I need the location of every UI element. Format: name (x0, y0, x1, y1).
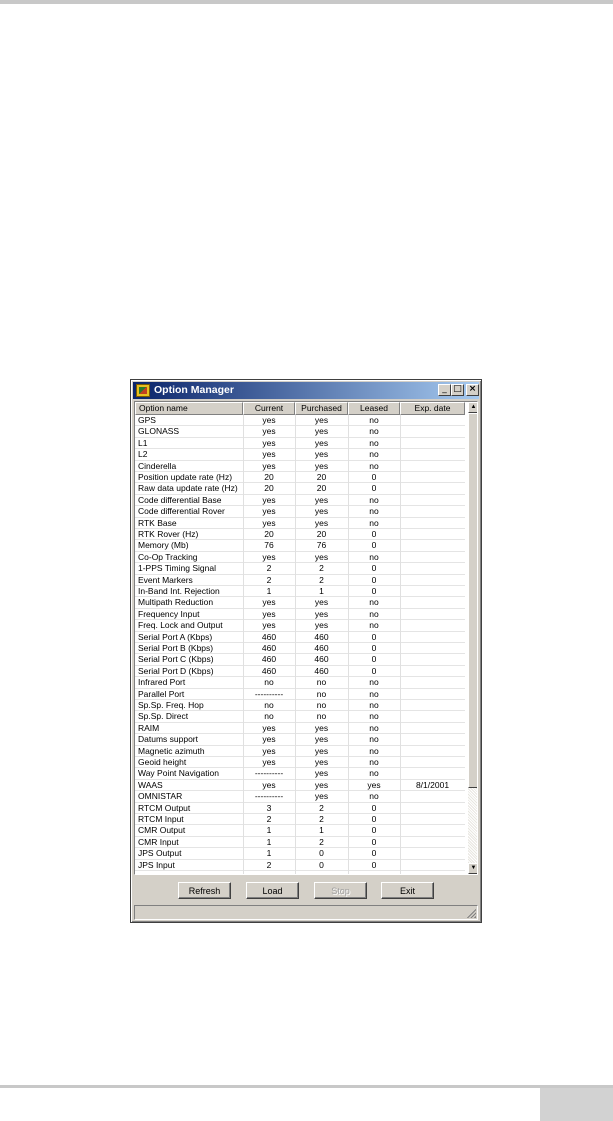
cell-option-name: Serial Port D (Kbps) (138, 665, 214, 676)
cell-current: ---------- (254, 768, 284, 779)
cell-option-name: Infrared Port (138, 677, 186, 688)
table-row[interactable] (135, 746, 465, 757)
table-row[interactable] (135, 837, 465, 848)
exit-button[interactable]: Exit (381, 882, 434, 899)
cell-current: no (264, 711, 274, 722)
cell-current: yes (262, 757, 276, 767)
table-row[interactable] (135, 666, 465, 677)
cell-purchased: yes (314, 426, 329, 437)
cell-option-name: RTCM Input (138, 814, 184, 824)
cell-purchased: yes (314, 620, 329, 631)
cell-exp-date (400, 620, 465, 631)
cell-option-name: Event Markers (138, 574, 193, 585)
cell-exp-date (400, 746, 465, 757)
cell-purchased: yes (314, 779, 329, 790)
cell-purchased: yes (314, 460, 329, 471)
cell-current: no (264, 677, 274, 688)
cell-purchased: 2 (319, 574, 324, 585)
cell-purchased: 460 (314, 665, 329, 676)
cell-leased: no (369, 745, 379, 756)
cell-purchased: no (316, 700, 327, 710)
cell-option-name: Position update rate (Hz) (138, 472, 233, 482)
column-header-leased[interactable]: Leased (348, 402, 400, 415)
table-row[interactable] (135, 426, 465, 437)
cell-purchased: no (316, 677, 327, 688)
cell-option-name: GLONASS (138, 426, 180, 437)
maximize-button[interactable]: □ (451, 384, 464, 396)
table-row[interactable] (135, 677, 465, 688)
table-row[interactable] (135, 586, 465, 597)
cell-purchased: yes (314, 494, 329, 505)
cell-current: ---------- (254, 791, 284, 802)
table-row[interactable] (135, 438, 465, 449)
cell-current: yes (262, 620, 276, 631)
vertical-scrollbar[interactable] (468, 402, 478, 874)
title-bar[interactable] (133, 382, 479, 399)
cell-option-name: JPS Input (138, 859, 175, 870)
column-separator (295, 415, 296, 875)
load-button[interactable]: Load (246, 882, 299, 899)
cell-exp-date (400, 415, 465, 426)
cell-purchased: yes (314, 757, 329, 767)
cell-leased: 0 (371, 654, 377, 665)
cell-exp-date (400, 848, 465, 859)
table-row[interactable] (135, 791, 465, 802)
cell-current: 1 (266, 825, 272, 836)
cell-current: 3 (266, 802, 272, 813)
table-row[interactable] (135, 461, 465, 472)
table-row[interactable] (135, 814, 465, 825)
cell-current: yes (262, 551, 276, 562)
cell-exp-date (400, 837, 465, 848)
cell-exp-date (400, 472, 465, 483)
table-row[interactable] (135, 654, 465, 665)
cell-leased: 0 (371, 848, 377, 859)
cell-current: yes (262, 437, 276, 448)
cell-option-name: CMR Input (138, 836, 179, 847)
cell-exp-date (400, 791, 465, 802)
cell-option-name: RTK Rover (Hz) (138, 529, 199, 539)
cell-purchased: yes (314, 745, 329, 756)
cell-current: 2 (266, 563, 272, 574)
cell-exp-date (400, 575, 465, 586)
cell-current: 76 (264, 540, 274, 551)
cell-option-name: WAAS (138, 779, 163, 790)
table-row[interactable] (135, 415, 465, 426)
cell-exp-date (400, 495, 465, 506)
cell-option-name: L1 (138, 437, 148, 448)
cell-purchased: 2 (319, 814, 324, 824)
cell-purchased: 2 (319, 802, 324, 813)
cell-current: yes (262, 779, 276, 790)
cell-leased: no (369, 460, 379, 471)
cell-exp-date (400, 711, 465, 722)
cell-exp-date (400, 426, 465, 437)
table-row[interactable] (135, 575, 465, 586)
cell-current: yes (262, 722, 276, 733)
close-button[interactable]: × (466, 384, 479, 396)
cell-purchased: 0 (319, 859, 324, 870)
table-row[interactable] (135, 860, 465, 871)
cell-option-name: 1-PPS Timing Signal (138, 563, 216, 574)
cell-purchased: 0 (319, 848, 324, 859)
cell-option-name: Sp.Sp. Direct (138, 711, 189, 722)
cell-purchased: 1 (319, 586, 324, 596)
cell-option-name: Serial Port C (Kbps) (138, 654, 214, 665)
cell-option-name: L2 (138, 449, 148, 460)
table-row[interactable] (135, 609, 465, 620)
column-separator (348, 415, 349, 875)
stop-button[interactable]: Stop (314, 882, 367, 899)
cell-current: yes (262, 597, 276, 608)
table-row[interactable] (135, 449, 465, 460)
cell-leased: 0 (371, 859, 377, 870)
table-row[interactable] (135, 643, 465, 654)
table-row[interactable] (135, 506, 465, 517)
cell-exp-date (400, 768, 465, 779)
cell-exp-date (400, 677, 465, 688)
app-icon (136, 384, 150, 397)
scroll-up-icon[interactable]: ▲ (468, 402, 478, 413)
cell-exp-date (400, 632, 465, 643)
status-bar (134, 905, 478, 920)
cell-purchased: yes (314, 768, 329, 779)
cell-leased: 0 (371, 472, 377, 482)
cell-leased: 0 (371, 574, 377, 585)
cell-current: 20 (264, 529, 274, 539)
cell-current: yes (262, 449, 276, 460)
cell-leased: no (369, 506, 379, 517)
cell-purchased: 20 (316, 483, 327, 494)
cell-leased: no (369, 700, 379, 710)
cell-current: yes (262, 745, 276, 756)
cell-leased: no (369, 449, 379, 460)
scroll-down-icon[interactable]: ▼ (468, 863, 478, 874)
resize-grip-icon[interactable] (466, 908, 476, 918)
cell-option-name: JPS Output (138, 848, 182, 859)
cell-current: 20 (264, 483, 274, 494)
cell-exp-date (400, 734, 465, 745)
cell-leased: no (369, 494, 379, 505)
table-row[interactable] (135, 597, 465, 608)
cell-leased: no (369, 711, 379, 722)
cell-leased: 0 (371, 563, 377, 574)
cell-leased: 0 (371, 540, 377, 551)
cell-exp-date (400, 483, 465, 494)
cell-leased: no (369, 608, 379, 619)
cell-exp-date (400, 597, 465, 608)
cell-purchased: 460 (314, 631, 329, 642)
cell-exp-date (400, 461, 465, 472)
cell-option-name: Freq. Lock and Output (138, 620, 223, 631)
cell-purchased: yes (314, 791, 329, 802)
column-separator (243, 415, 244, 875)
cell-leased: 0 (371, 836, 377, 847)
cell-exp-date (400, 552, 465, 563)
table-row[interactable] (135, 689, 465, 700)
cell-leased: 0 (371, 814, 377, 824)
cell-option-name: Co-Op Tracking (138, 551, 198, 562)
cell-current: 1 (266, 848, 272, 859)
cell-purchased: 76 (316, 540, 327, 551)
cell-purchased: 20 (316, 529, 327, 539)
page-number-tab (540, 1088, 613, 1121)
column-header-current[interactable]: Current (243, 402, 295, 415)
cell-current: yes (262, 494, 276, 505)
cell-option-name: Datums support (138, 734, 198, 745)
table-row[interactable] (135, 848, 465, 859)
cell-option-name: Geoid height (138, 757, 187, 767)
table-row[interactable] (135, 757, 465, 768)
cell-exp-date (400, 723, 465, 734)
table-row[interactable] (135, 803, 465, 814)
cell-current: 460 (261, 631, 277, 642)
window-title: Option Manager (154, 384, 234, 396)
table-row[interactable] (135, 734, 465, 745)
table-row[interactable] (135, 472, 465, 483)
cell-current: yes (262, 506, 276, 517)
cell-exp-date (400, 609, 465, 620)
cell-option-name: In-Band Int. Rejection (138, 586, 220, 596)
column-header-option-name[interactable]: Option name (135, 402, 243, 415)
cell-purchased: yes (314, 437, 329, 448)
cell-option-name: Way Point Navigation (138, 768, 219, 779)
cell-exp-date: 8/1/2001 (415, 779, 450, 790)
cell-leased: 0 (371, 586, 377, 596)
column-separator (400, 415, 401, 875)
cell-exp-date (400, 689, 465, 700)
cell-leased: no (369, 722, 379, 733)
column-header-purchased[interactable]: Purchased (295, 402, 348, 415)
scroll-thumb[interactable] (468, 413, 478, 788)
cell-exp-date (400, 757, 465, 768)
cell-purchased: yes (314, 551, 329, 562)
cell-leased: 0 (371, 643, 377, 653)
cell-current: 460 (261, 643, 277, 653)
cell-option-name: Multipath Reduction (138, 597, 214, 608)
cell-current: yes (262, 608, 276, 619)
cell-current: 460 (261, 654, 277, 665)
table-row[interactable] (135, 700, 465, 711)
cell-exp-date (400, 814, 465, 825)
cell-purchased: yes (314, 608, 329, 619)
cell-purchased: yes (314, 415, 329, 425)
cell-purchased: 460 (314, 643, 329, 653)
option-manager-window (130, 379, 482, 923)
cell-leased: no (369, 620, 379, 631)
cell-option-name: GPS (138, 415, 156, 425)
table-row[interactable] (135, 620, 465, 631)
column-header-exp-date[interactable]: Exp. date (400, 402, 465, 415)
cell-leased: no (369, 734, 379, 745)
table-row[interactable] (135, 825, 465, 836)
cell-current: ---------- (254, 688, 284, 699)
cell-current: no (264, 700, 274, 710)
cell-purchased: yes (314, 734, 329, 745)
table-row[interactable] (135, 483, 465, 494)
cell-exp-date (400, 666, 465, 677)
cell-option-name: Cinderella (138, 460, 177, 471)
cell-purchased: yes (314, 517, 329, 528)
table-row[interactable] (135, 632, 465, 643)
cell-option-name: Frequency Input (138, 608, 200, 619)
cell-purchased: no (316, 711, 327, 722)
table-row[interactable] (135, 529, 465, 540)
cell-purchased: 2 (319, 836, 324, 847)
cell-leased: 0 (371, 802, 377, 813)
cell-exp-date (400, 860, 465, 871)
cell-purchased: 20 (316, 472, 327, 482)
cell-current: 460 (261, 665, 277, 676)
cell-leased: no (369, 791, 379, 802)
cell-leased: 0 (371, 483, 377, 494)
cell-purchased: no (316, 688, 327, 699)
cell-purchased: yes (314, 506, 329, 517)
table-row[interactable] (135, 768, 465, 779)
cell-exp-date (400, 563, 465, 574)
cell-option-name: Parallel Port (138, 688, 185, 699)
cell-leased: 0 (371, 665, 377, 676)
cell-current: 2 (266, 859, 272, 870)
cell-option-name: RAIM (138, 722, 160, 733)
cell-leased: 0 (371, 529, 377, 539)
cell-option-name: Memory (Mb) (138, 540, 189, 551)
cell-current: 2 (266, 814, 272, 824)
cell-leased: no (369, 757, 379, 767)
cell-current: yes (262, 517, 276, 528)
page-bottom-rule (0, 1085, 613, 1088)
cell-leased: no (369, 437, 379, 448)
cell-leased: no (369, 415, 379, 425)
cell-option-name: Magnetic azimuth (138, 745, 205, 756)
cell-exp-date (400, 449, 465, 460)
cell-exp-date (400, 506, 465, 517)
table-row[interactable] (135, 780, 465, 791)
cell-option-name: OMNISTAR (138, 791, 183, 802)
cell-current: yes (262, 460, 276, 471)
cell-leased: no (369, 517, 379, 528)
table-row[interactable] (135, 563, 465, 574)
refresh-button[interactable]: Refresh (178, 882, 231, 899)
cell-leased: no (369, 597, 379, 608)
cell-purchased: 460 (314, 654, 329, 665)
table-row[interactable] (135, 723, 465, 734)
cell-option-name: RTK Base (138, 517, 177, 528)
cell-exp-date (400, 803, 465, 814)
table-row[interactable] (135, 540, 465, 551)
cell-option-name: RTCM Output (138, 802, 191, 813)
cell-leased: no (369, 677, 379, 688)
cell-exp-date (400, 586, 465, 597)
table-row[interactable] (135, 711, 465, 722)
cell-leased: no (369, 426, 379, 437)
cell-option-name: Serial Port B (Kbps) (138, 643, 214, 653)
cell-leased: 0 (371, 825, 377, 836)
cell-purchased: 2 (319, 563, 324, 574)
cell-option-name: Code differential Base (138, 494, 222, 505)
cell-leased: no (369, 688, 379, 699)
cell-current: yes (262, 426, 276, 437)
table-row[interactable] (135, 495, 465, 506)
cell-option-name: Serial Port A (Kbps) (138, 631, 213, 642)
cell-current: yes (262, 734, 276, 745)
cell-purchased: yes (314, 597, 329, 608)
cell-leased: no (369, 551, 379, 562)
cell-purchased: yes (314, 449, 329, 460)
cell-leased: 0 (371, 631, 377, 642)
cell-purchased: yes (314, 722, 329, 733)
cell-option-name: Sp.Sp. Freq. Hop (138, 700, 204, 710)
cell-exp-date (400, 540, 465, 551)
cell-option-name: CMR Output (138, 825, 186, 836)
cell-exp-date (400, 438, 465, 449)
cell-leased: yes (367, 779, 381, 790)
table-row[interactable] (135, 552, 465, 563)
cell-purchased: 1 (319, 825, 324, 836)
table-row[interactable] (135, 518, 465, 529)
cell-current: yes (262, 415, 276, 425)
list-header (135, 402, 465, 415)
cell-current: 1 (266, 836, 272, 847)
cell-exp-date (400, 700, 465, 711)
cell-leased: no (369, 768, 379, 779)
cell-current: 1 (266, 586, 272, 596)
cell-option-name: Code differential Rover (138, 506, 225, 517)
cell-exp-date (400, 654, 465, 665)
cell-option-name: Raw data update rate (Hz) (138, 483, 238, 494)
page-top-rule (0, 0, 613, 4)
cell-current: 20 (264, 472, 274, 482)
cell-exp-date (400, 643, 465, 654)
minimize-button[interactable]: _ (438, 384, 451, 396)
cell-exp-date (400, 825, 465, 836)
options-list[interactable] (134, 401, 478, 875)
cell-exp-date (400, 518, 465, 529)
cell-exp-date (400, 529, 465, 540)
cell-current: 2 (266, 574, 272, 585)
